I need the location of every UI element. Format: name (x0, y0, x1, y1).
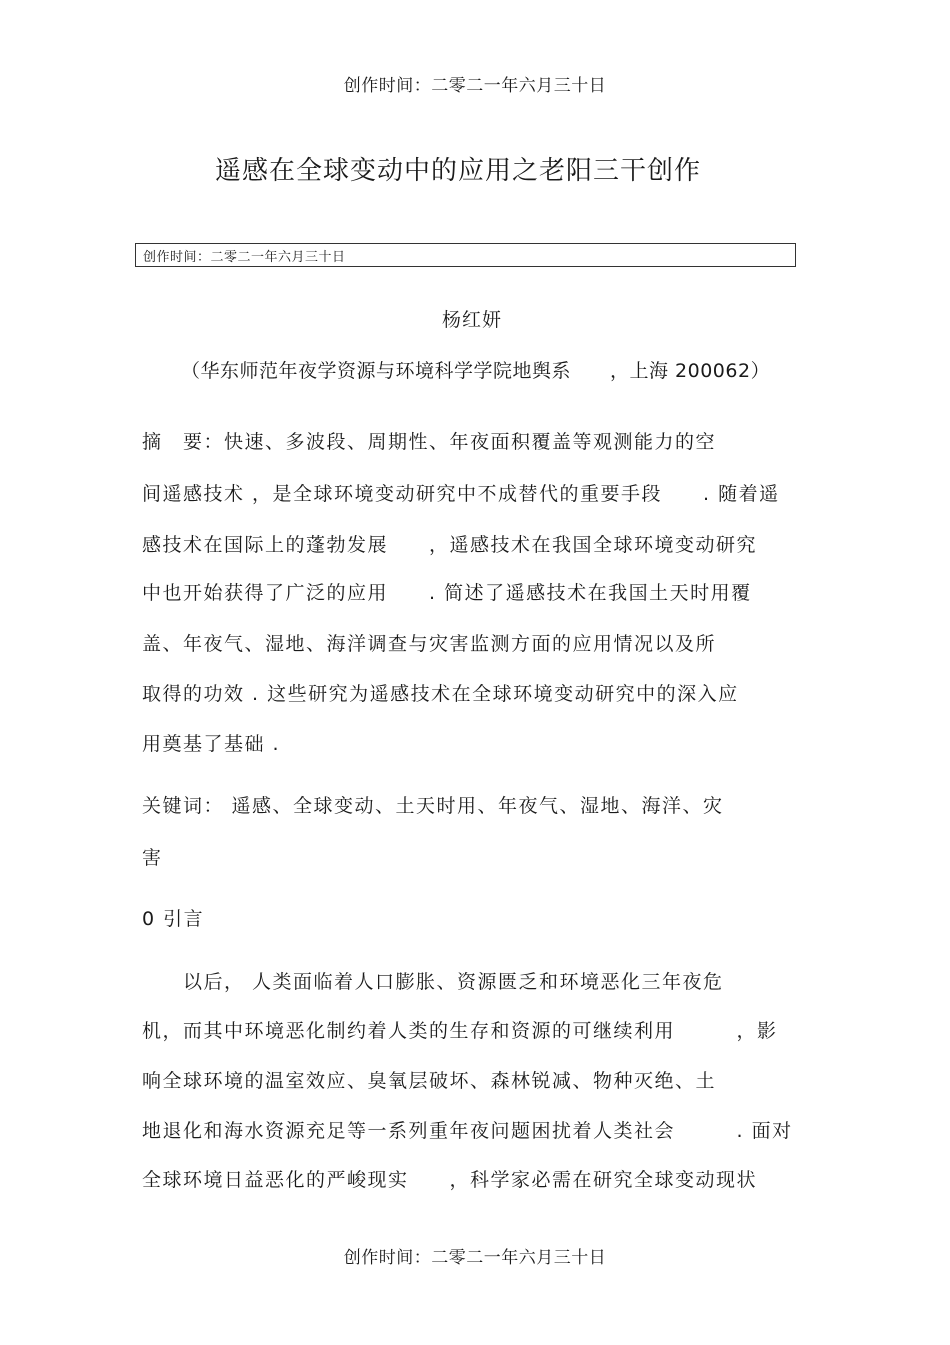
page-header: 创作时间：二零二一年六月三十日 (343, 76, 607, 96)
creation-time-box (135, 243, 796, 267)
keywords-line: 关键词： 遥感、全球变动、土天时用、年夜气、湿地、海洋、灾 (142, 795, 724, 817)
abstract-line: 中也开始获得了广泛的应用 . 简述了遥感技术在我国土天时用覆 (142, 582, 752, 604)
abstract-line: 取得的功效 . 这些研究为遥感技术在全球环境变动研究中的深入应 (142, 683, 739, 705)
abstract-line: 摘 要：快速、多波段、周期性、年夜面积覆盖等观测能力的空 (142, 431, 717, 453)
body-line: 以后， 人类面临着人口膨胀、资源匮乏和环境恶化三年夜危 (142, 971, 724, 993)
abstract-line: 用奠基了基础 . (142, 733, 281, 755)
abstract-line: 盖、年夜气、湿地、海洋调查与灾害监测方面的应用情况以及所 (142, 633, 717, 655)
page-footer: 创作时间：二零二一年六月三十日 (343, 1248, 607, 1268)
abstract-line: 感技术在国际上的蓬勃发展 ，遥感技术在我国全球环境变动研究 (142, 534, 758, 556)
author-name: 杨红妍 (441, 309, 502, 331)
body-line: 响全球环境的温室效应、臭氧层破坏、森林锐减、物种灭绝、土 (142, 1070, 717, 1092)
keywords-line: 害 (142, 847, 163, 869)
document-title: 遥感在全球变动中的应用之老阳三干创作 (214, 156, 701, 186)
body-line: 全球环境日益恶化的严峻现实 ，科学家必需在研究全球变动现状 (142, 1169, 758, 1191)
author-affiliation: （华东师范年夜学资源与环境科学学院地舆系 ，上海 200062） (181, 360, 771, 382)
body-line: 机，而其中环境恶化制约着人类的生存和资源的可继续利用 ，影 (142, 1020, 778, 1042)
abstract-line: 间遥感技术 ，是全球环境变动研究中不成替代的重要手段 . 随着遥 (142, 483, 780, 505)
creation-time-box-label: 创作时间：二零二一年六月三十日 (143, 250, 346, 265)
body-line: 地退化和海水资源充足等一系列重年夜问题困扰着人类社会 . 面对 (142, 1120, 793, 1142)
section-heading: 0 引言 (142, 908, 205, 930)
